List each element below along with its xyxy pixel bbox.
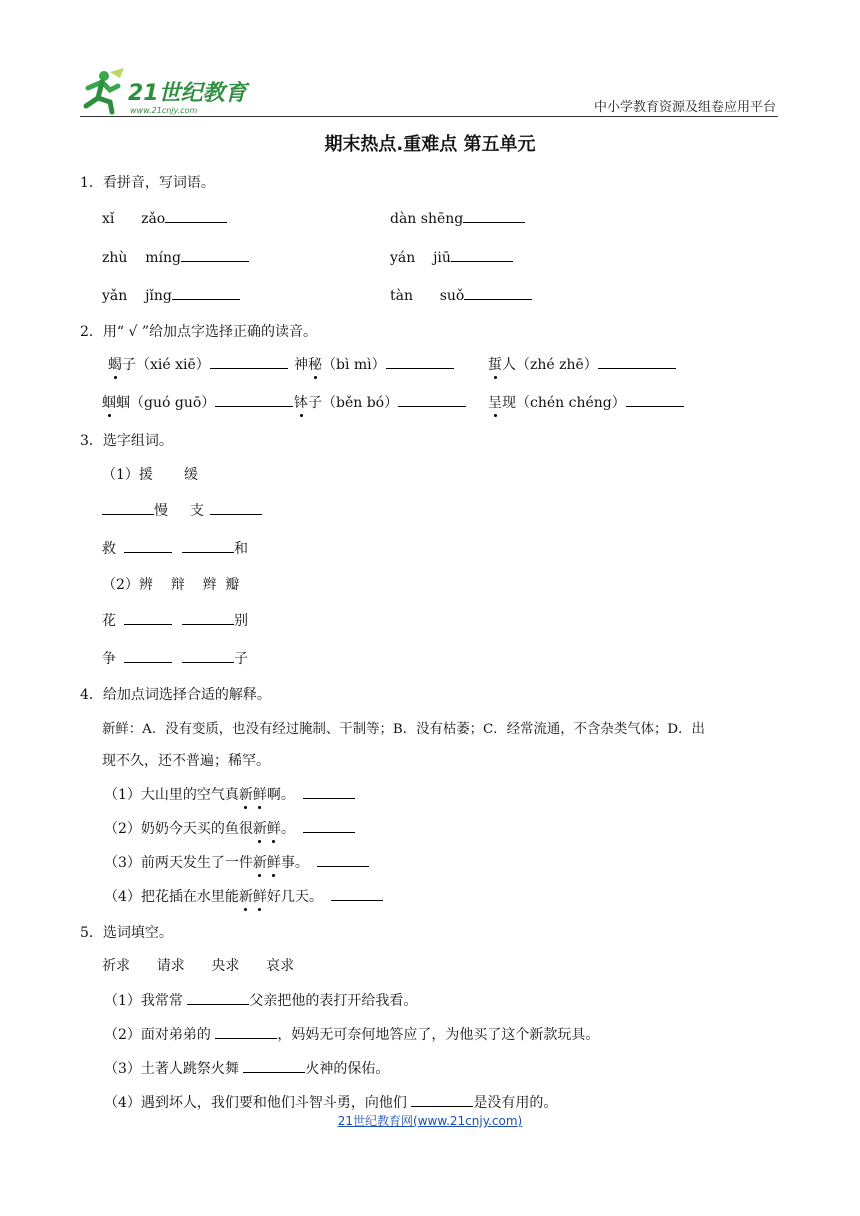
answer-blank[interactable] [124,648,172,663]
q3-stem: 3．选字组词。 [80,433,173,449]
answer-blank[interactable] [386,354,454,369]
q3-row-1: 慢 支 [102,500,262,520]
q1-item-3: zhù míng [102,247,249,266]
q2-item-e: 钵子（běn bó） [294,392,466,412]
runner-icon [86,68,124,112]
q1-item-2: dàn shēng [390,208,525,227]
answer-blank[interactable] [411,1092,473,1107]
q4-stem: 4．给加点词选择合适的解释。 [80,687,271,703]
q2-item-d: 蝈蝈（guó guō） [102,392,293,412]
answer-blank[interactable] [124,610,172,625]
q5-sentence-2: （2）面对弟弟的 ，妈妈无可奈何地答应了，为他买了这个新款玩具。 [104,1024,599,1044]
footer-link[interactable]: 21世纪教育网(www.21cnjy.com) [337,1114,523,1128]
answer-blank[interactable] [182,538,234,553]
answer-blank[interactable] [243,1058,305,1073]
q2-stem: 2．用“ √ ”给加点字选择正确的读音。 [80,324,318,340]
q5-sentence-1: （1）我常常 父亲把他的表打开给我看。 [104,990,417,1010]
answer-blank[interactable] [210,500,262,515]
q3-row-2: 救 和 [102,538,248,558]
q1-item-4: yán jiū [390,247,513,266]
answer-blank[interactable] [451,247,513,262]
platform-name: 中小学教育资源及组卷应用平台 [593,100,776,115]
q3-group-2: （2）辨 辩 辫 瓣 [102,577,240,593]
q5-sentence-4: （4）遇到坏人，我们要和他们斗智斗勇，向他们 是没有用的。 [104,1092,557,1112]
answer-blank[interactable] [215,1024,277,1039]
answer-blank[interactable] [102,500,154,515]
answer-blank[interactable] [165,208,227,223]
answer-blank[interactable] [187,990,249,1005]
q5-sentence-3: （3）土著人跳祭火舞 火神的保佑。 [104,1058,389,1078]
answer-blank[interactable] [317,852,369,867]
answer-blank[interactable] [331,886,383,901]
answer-blank[interactable] [398,392,466,407]
answer-blank[interactable] [303,818,355,833]
answer-blank[interactable] [172,285,240,300]
answer-blank[interactable] [598,354,676,369]
answer-blank[interactable] [464,285,532,300]
answer-blank[interactable] [181,247,249,262]
q4-definition-line-2: 现不久，还不普遍；稀罕。 [102,753,270,769]
q2-item-b: 神秘（bì mì） [294,354,454,374]
q4-sentence-4: （4）把花插在水里能新鲜好几天。 [104,886,383,906]
q1-item-1: xǐ zǎo [102,208,227,227]
answer-blank[interactable] [463,208,525,223]
answer-blank[interactable] [303,784,355,799]
brand-logo [80,66,260,120]
q5-stem: 5．选词填空。 [80,925,173,941]
q4-sentence-2: （2）奶奶今天买的鱼很新鲜。 [104,818,355,838]
q2-item-a: 蝎子（xié xiē） [108,354,288,374]
q5-word-bank: 祈求 请求 央求 哀求 [102,958,295,974]
q4-definition-line-1: 新鲜：A．没有变质，也没有经过腌制、干制等；B．没有枯萎；C．经常流通，不含杂类气体；D．出 [102,722,705,737]
answer-blank[interactable] [182,648,234,663]
q1-stem: 1．看拼音，写词语。 [80,175,215,191]
q4-sentence-3: （3）前两天发生了一件新鲜事。 [104,852,369,872]
q3-group-1: （1）援 缓 [102,467,199,483]
answer-blank[interactable] [210,354,288,369]
header-rule [80,116,778,117]
q4-sentence-1: （1）大山里的空气真新鲜啊。 [104,784,355,804]
q3-row-4: 争 子 [102,648,248,668]
q1-item-6: tàn suǒ [390,285,532,304]
answer-blank[interactable] [626,392,684,407]
q1-item-5: yǎn jǐng [102,285,240,304]
logo-text: 21世纪教育 [128,81,247,106]
answer-blank[interactable] [182,610,234,625]
q3-row-3: 花 别 [102,610,248,630]
logo-url: www.21cnjy.com [130,106,198,115]
q2-item-c: 蜇人（zhé zhē） [488,354,676,374]
answer-blank[interactable] [215,392,293,407]
q2-item-f: 呈现（chén chéng） [488,392,684,412]
answer-blank[interactable] [124,538,172,553]
page-title: 期末热点.重难点 第五单元 [324,134,536,155]
